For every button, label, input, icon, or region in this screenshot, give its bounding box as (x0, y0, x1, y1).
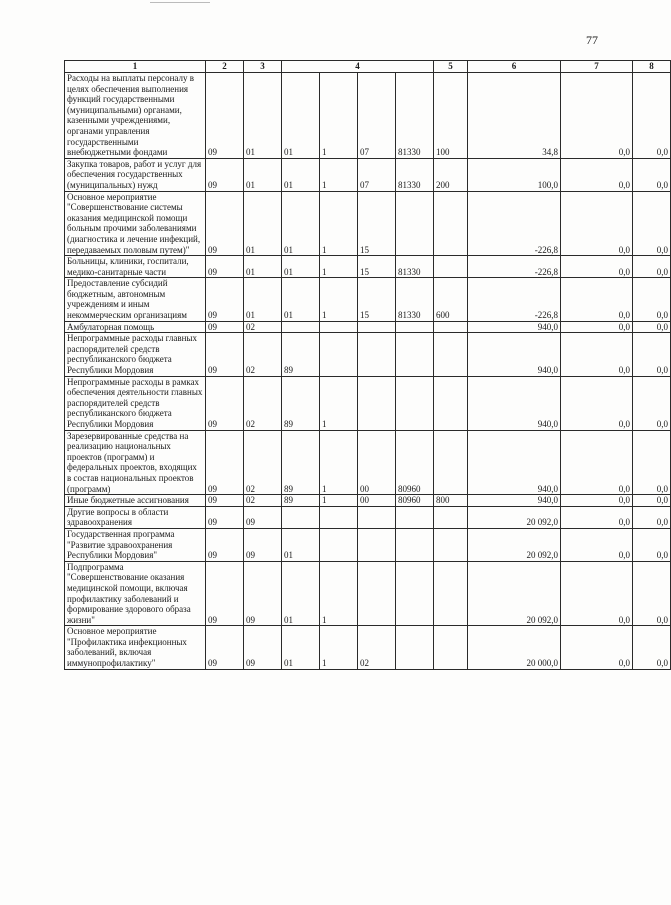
row-value-cell-c7: 0,0 (561, 333, 633, 376)
row-name-cell: Больницы, клиники, госпитали, медико-санитарные части (65, 256, 206, 278)
row-value-cell-c8: 0,0 (633, 333, 671, 376)
row-value-cell-c2: 09 (206, 376, 244, 430)
row-name-cell: Основное мероприятие "Совершенствование системы оказания медицинской помощи больным прочими заболеваниями (диагностика и лечение инфекций, передаваемых половым путем)" (65, 191, 206, 256)
row-value-cell-c7: 0,0 (561, 561, 633, 626)
row-value-cell-c4c: 15 (358, 256, 396, 278)
row-value-cell-c4c (358, 528, 396, 561)
budget-table (64, 60, 671, 670)
row-value-cell-c2: 09 (206, 561, 244, 626)
row-value-cell-c3: 02 (244, 430, 282, 495)
row-value-cell-c4a: 01 (282, 191, 320, 256)
row-value-cell-c4b: 1 (320, 430, 358, 495)
row-value-cell-c2: 09 (206, 73, 244, 159)
row-value-cell-c6: 940,0 (468, 376, 561, 430)
row-value-cell-c5 (434, 333, 468, 376)
row-value-cell-c4a: 89 (282, 430, 320, 495)
row-value-cell-c3: 01 (244, 191, 282, 256)
header-cell-8: 8 (633, 61, 671, 73)
row-value-cell-c7: 0,0 (561, 191, 633, 256)
row-value-cell-c6: 940,0 (468, 321, 561, 333)
row-value-cell-c4d (396, 506, 434, 528)
row-value-cell-c4c (358, 506, 396, 528)
row-value-cell-c4d (396, 561, 434, 626)
row-value-cell-c3: 01 (244, 278, 282, 321)
row-value-cell-c8: 0,0 (633, 191, 671, 256)
row-value-cell-c4c: 00 (358, 495, 396, 507)
row-name-cell: Закупка товаров, работ и услуг для обеспечения государственных (муниципальных) нужд (65, 158, 206, 191)
row-value-cell-c6: 20 092,0 (468, 561, 561, 626)
row-value-cell-c4b (320, 333, 358, 376)
row-value-cell-c4c (358, 561, 396, 626)
row-value-cell-c3: 09 (244, 626, 282, 669)
row-value-cell-c8: 0,0 (633, 158, 671, 191)
row-value-cell-c4a (282, 506, 320, 528)
row-value-cell-c4b (320, 506, 358, 528)
row-value-cell-c4a (282, 321, 320, 333)
row-value-cell-c7: 0,0 (561, 321, 633, 333)
table-row (65, 430, 671, 495)
row-value-cell-c4c: 02 (358, 626, 396, 669)
row-value-cell-c2: 09 (206, 256, 244, 278)
row-value-cell-c4b: 1 (320, 256, 358, 278)
row-value-cell-c4a: 01 (282, 73, 320, 159)
row-value-cell-c4a: 01 (282, 158, 320, 191)
row-value-cell-c4b: 1 (320, 278, 358, 321)
row-value-cell-c8: 0,0 (633, 73, 671, 159)
row-name-cell: Непрограммные расходы в рамках обеспечения деятельности главных распорядителей средств республиканского бюджета Республики Мордовия (65, 376, 206, 430)
table-row (65, 561, 671, 626)
header-cell-6: 6 (468, 61, 561, 73)
row-value-cell-c4d (396, 528, 434, 561)
page-number: 77 (586, 33, 598, 47)
table-row (65, 191, 671, 256)
row-value-cell-c2: 09 (206, 506, 244, 528)
row-value-cell-c8: 0,0 (633, 528, 671, 561)
row-value-cell-c4b: 1 (320, 495, 358, 507)
row-value-cell-c7: 0,0 (561, 278, 633, 321)
table-row (65, 528, 671, 561)
table-body (65, 61, 671, 670)
row-value-cell-c3: 01 (244, 158, 282, 191)
row-value-cell-c6: -226,8 (468, 278, 561, 321)
row-value-cell-c5 (434, 321, 468, 333)
row-value-cell-c6: 940,0 (468, 333, 561, 376)
row-name-cell: Расходы на выплаты персоналу в целях обеспечения выполнения функций государственными (муниципальными) органами, казенными учреждениями, органами управления государственными внебюджетными фондами (65, 73, 206, 159)
row-value-cell-c7: 0,0 (561, 528, 633, 561)
row-value-cell-c5 (434, 430, 468, 495)
row-value-cell-c3: 02 (244, 333, 282, 376)
table-row (65, 321, 671, 333)
row-value-cell-c3: 02 (244, 376, 282, 430)
row-value-cell-c3: 02 (244, 495, 282, 507)
row-value-cell-c4d: 80960 (396, 495, 434, 507)
row-value-cell-c4c (358, 333, 396, 376)
row-value-cell-c5: 600 (434, 278, 468, 321)
row-value-cell-c4b: 1 (320, 158, 358, 191)
row-name-cell: Государственная программа "Развитие здравоохранения Республики Мордовия" (65, 528, 206, 561)
row-value-cell-c4d: 81330 (396, 256, 434, 278)
row-value-cell-c7: 0,0 (561, 158, 633, 191)
header-cell-7: 7 (561, 61, 633, 73)
row-value-cell-c3: 01 (244, 73, 282, 159)
header-cell-1: 1 (65, 61, 206, 73)
row-value-cell-c8: 0,0 (633, 561, 671, 626)
row-value-cell-c5 (434, 528, 468, 561)
row-value-cell-c4c (358, 321, 396, 333)
row-value-cell-c7: 0,0 (561, 430, 633, 495)
row-value-cell-c4a: 01 (282, 561, 320, 626)
row-value-cell-c7: 0,0 (561, 376, 633, 430)
row-value-cell-c4c: 15 (358, 278, 396, 321)
row-value-cell-c8: 0,0 (633, 256, 671, 278)
row-name-cell: Подпрограмма "Совершенствование оказания медицинской помощи, включая профилактику заболеваний и формирование здорового образа жизни" (65, 561, 206, 626)
row-value-cell-c4c: 07 (358, 73, 396, 159)
row-value-cell-c4b (320, 528, 358, 561)
row-value-cell-c2: 09 (206, 158, 244, 191)
row-name-cell: Зарезервированные средства на реализацию национальных проектов (программ) и федеральных проектов, входящих в состав национальных проектов (программ) (65, 430, 206, 495)
header-row (65, 61, 671, 73)
table-row (65, 495, 671, 507)
row-value-cell-c4b: 1 (320, 73, 358, 159)
header-cell-2: 2 (206, 61, 244, 73)
header-cell-5: 5 (434, 61, 468, 73)
row-value-cell-c3: 09 (244, 506, 282, 528)
row-value-cell-c5 (434, 561, 468, 626)
row-value-cell-c4b (320, 321, 358, 333)
row-value-cell-c4a: 89 (282, 376, 320, 430)
row-value-cell-c6: 940,0 (468, 430, 561, 495)
row-value-cell-c5 (434, 191, 468, 256)
row-value-cell-c5: 100 (434, 73, 468, 159)
row-value-cell-c4d: 80960 (396, 430, 434, 495)
row-value-cell-c4c (358, 376, 396, 430)
row-value-cell-c6: -226,8 (468, 256, 561, 278)
scan-artifact (150, 2, 210, 3)
row-value-cell-c3: 09 (244, 561, 282, 626)
row-value-cell-c8: 0,0 (633, 278, 671, 321)
row-value-cell-c4b: 1 (320, 626, 358, 669)
row-value-cell-c2: 09 (206, 495, 244, 507)
row-value-cell-c4b: 1 (320, 376, 358, 430)
row-value-cell-c7: 0,0 (561, 495, 633, 507)
row-value-cell-c7: 0,0 (561, 256, 633, 278)
table-row (65, 256, 671, 278)
row-value-cell-c2: 09 (206, 430, 244, 495)
row-value-cell-c5: 800 (434, 495, 468, 507)
row-value-cell-c6: -226,8 (468, 191, 561, 256)
row-value-cell-c4d (396, 191, 434, 256)
row-value-cell-c4d: 81330 (396, 158, 434, 191)
row-value-cell-c7: 0,0 (561, 626, 633, 669)
row-name-cell: Другие вопросы в области здравоохранения (65, 506, 206, 528)
row-value-cell-c5 (434, 376, 468, 430)
row-value-cell-c8: 0,0 (633, 626, 671, 669)
row-value-cell-c4d (396, 321, 434, 333)
row-value-cell-c6: 940,0 (468, 495, 561, 507)
row-value-cell-c4a: 01 (282, 626, 320, 669)
row-name-cell: Непрограммные расходы главных распорядителей средств республиканского бюджета Республики Мордовия (65, 333, 206, 376)
row-value-cell-c6: 20 092,0 (468, 528, 561, 561)
row-value-cell-c3: 02 (244, 321, 282, 333)
row-value-cell-c6: 20 092,0 (468, 506, 561, 528)
row-value-cell-c6: 20 000,0 (468, 626, 561, 669)
row-value-cell-c2: 09 (206, 528, 244, 561)
row-value-cell-c4d (396, 333, 434, 376)
header-cell-3: 3 (244, 61, 282, 73)
table-row (65, 376, 671, 430)
row-value-cell-c6: 34,8 (468, 73, 561, 159)
row-value-cell-c5 (434, 626, 468, 669)
table-row (65, 506, 671, 528)
row-value-cell-c4a: 89 (282, 333, 320, 376)
row-value-cell-c4d (396, 376, 434, 430)
row-value-cell-c3: 09 (244, 528, 282, 561)
row-value-cell-c5: 200 (434, 158, 468, 191)
row-name-cell: Амбулаторная помощь (65, 321, 206, 333)
row-value-cell-c4c: 00 (358, 430, 396, 495)
row-value-cell-c4a: 01 (282, 528, 320, 561)
row-value-cell-c8: 0,0 (633, 495, 671, 507)
row-value-cell-c3: 01 (244, 256, 282, 278)
row-name-cell: Иные бюджетные ассигнования (65, 495, 206, 507)
row-value-cell-c4a: 01 (282, 256, 320, 278)
row-name-cell: Основное мероприятие "Профилактика инфекционных заболеваний, включая иммунопрофилактику" (65, 626, 206, 669)
row-value-cell-c4b: 1 (320, 191, 358, 256)
table-row (65, 626, 671, 669)
row-value-cell-c7: 0,0 (561, 506, 633, 528)
table-row (65, 158, 671, 191)
row-value-cell-c6: 100,0 (468, 158, 561, 191)
row-value-cell-c2: 09 (206, 321, 244, 333)
table-row (65, 278, 671, 321)
row-value-cell-c4d: 81330 (396, 73, 434, 159)
row-value-cell-c4c: 07 (358, 158, 396, 191)
row-value-cell-c5 (434, 256, 468, 278)
table-row (65, 333, 671, 376)
row-value-cell-c4d: 81330 (396, 278, 434, 321)
row-value-cell-c4a: 89 (282, 495, 320, 507)
row-value-cell-c4c: 15 (358, 191, 396, 256)
row-value-cell-c2: 09 (206, 333, 244, 376)
row-name-cell: Предоставление субсидий бюджетным, автономным учреждениям и иным некоммерческим организациям (65, 278, 206, 321)
row-value-cell-c5 (434, 506, 468, 528)
row-value-cell-c4d (396, 626, 434, 669)
row-value-cell-c4b: 1 (320, 561, 358, 626)
row-value-cell-c2: 09 (206, 278, 244, 321)
row-value-cell-c2: 09 (206, 191, 244, 256)
row-value-cell-c4a: 01 (282, 278, 320, 321)
row-value-cell-c8: 0,0 (633, 321, 671, 333)
row-value-cell-c8: 0,0 (633, 430, 671, 495)
table-row (65, 73, 671, 159)
row-value-cell-c7: 0,0 (561, 73, 633, 159)
header-cell-4: 4 (282, 61, 434, 73)
row-value-cell-c8: 0,0 (633, 506, 671, 528)
row-value-cell-c2: 09 (206, 626, 244, 669)
row-value-cell-c8: 0,0 (633, 376, 671, 430)
